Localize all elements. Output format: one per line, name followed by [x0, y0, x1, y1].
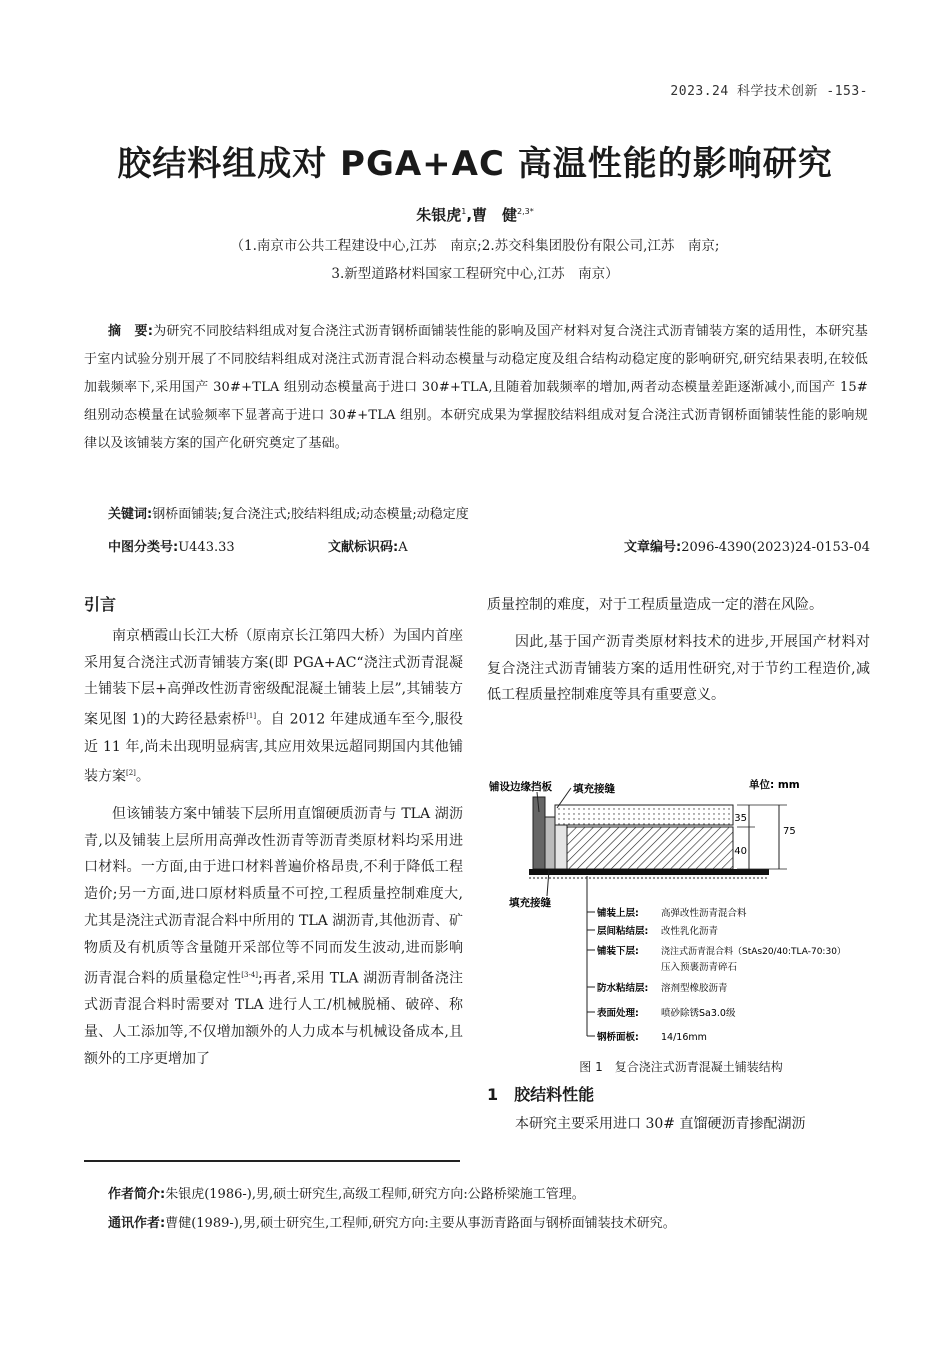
lower-layer: [567, 827, 733, 869]
section1-paragraph-1: 本研究主要采用进口 30# 直馏硬沥青掺配湖沥: [515, 1115, 806, 1132]
dim-40: 40: [734, 846, 747, 857]
intro-p1-text-a: 南京栖霞山长江大桥（原南京长江第四大桥）为国内首座采用复合浇注式沥青铺装方案(即 PGA+AC“浇注式沥青混凝土铺装下层+高弹改性沥青密级配混凝土铺装上层”,其铺装方案见图 1)的大跨径悬索桥: [84, 627, 463, 728]
author-2-affil: 2,3*: [517, 207, 534, 216]
dim-75: 75: [783, 826, 796, 837]
label-joint-bottom: 填充接缝: [509, 897, 551, 909]
pavement-structure-diagram: [487, 772, 875, 1072]
ref-1: [1]: [246, 712, 257, 721]
article-value: 2096-4390(2023)24-0153-04: [681, 540, 870, 555]
intro-p1-text-b: 。自 2012 年建成通车至今,服役近 11 年,尚未出现明显病害,其应用效果远超同期国内其他铺装方案: [84, 711, 464, 786]
footnote-divider: [84, 1160, 460, 1162]
layer-desc-4: 溶剂型橡胶沥青: [661, 983, 728, 994]
article-label: 文章编号:: [624, 540, 682, 555]
abstract-text: 为研究不同胶结料组成对复合浇注式沥青钢桥面铺装性能的影响及国产材料对复合浇注式沥青铺装方案的适用性，本研究基于室内试验分别开展了不同胶结料组成对浇注式沥青混合料动态模量与动稳定度及组合结构动稳定度的影响研究,研究结果表明,在较低加载频率下,采用国产 30#+TLA 组别动态模量高于进口 30#+TLA,且随着加载频率的增加,两者动态模量差距逐渐减小,而国产 15# 组别动态模量在试验频率下显著高于进口 30#+TLA 组别。本研究成果为掌握胶结料组成对复合浇注式沥青钢桥面铺装性能的影响规律以及该铺装方案的国产化研究奠定了基础。: [84, 324, 868, 451]
clc-value: U443.33: [178, 540, 235, 555]
corresponding-label: 通讯作者:: [108, 1216, 166, 1231]
layer-name-4: 防水粘结层:: [597, 983, 649, 994]
label-edge-board: 铺设边缘挡板: [489, 781, 552, 793]
author-bio-text: 朱银虎(1986-),男,硕士研究生,高级工程师,研究方向:公路桥梁施工管理。: [165, 1187, 585, 1202]
layer-name-3: 铺装下层:: [597, 946, 639, 957]
doc-label: 文献标识码:: [328, 540, 399, 555]
author-bio: [108, 1183, 585, 1202]
label-unit: 单位: mm: [749, 779, 800, 791]
author-1: 朱银虎: [416, 206, 462, 224]
filled-joint: [555, 825, 567, 869]
layer-desc-5: 喷砂除锈Sa3.0级: [661, 1008, 736, 1019]
layer-desc-6: 14/16mm: [661, 1032, 707, 1043]
abstract-label: 摘 要:: [108, 324, 154, 339]
intro-paragraph-2: [84, 801, 463, 1073]
affiliation-line-2: 3.新型道路材料国家工程研究中心,江苏 南京）: [331, 266, 619, 282]
abstract: [84, 318, 868, 458]
steel-plate: [529, 869, 769, 875]
intro-p2-text-b: ;再者,采用 TLA 湖沥青制备浇注式沥青混合料时需要对 TLA 进行人工/机械脱桶、破碎、称量、人工添加等,不仅增加额外的人力成本与机械设备成本,且额外的工序更增加了: [84, 970, 464, 1067]
left-column: [84, 592, 463, 1073]
doc-code: [328, 536, 408, 555]
right-paragraph-0: 质量控制的难度，对于工程质量造成一定的潜在风险。: [487, 597, 823, 613]
section-heading-1: 1 胶结料性能: [487, 1085, 595, 1104]
corresponding-author: [108, 1212, 676, 1231]
figure-caption: 图 1 复合浇注式沥青混凝土铺装结构: [579, 1060, 783, 1074]
upper-layer: [555, 805, 733, 825]
layer-desc-3b: 压入预裹沥青碎石: [661, 962, 738, 973]
author-line: [0, 204, 950, 225]
clc-number: [108, 536, 235, 555]
intro-p2-text-a: 但该铺装方案中铺装下层所用直馏硬质沥青与 TLA 湖沥青,以及铺装上层所用高弹改性沥青等沥青类原材料均采用进口材料。一方面,由于进口材料普遍价格昂贵,不利于降低工程造价;另一方面,进口原材料质量不可控,工程质量控制难度大,尤其是浇注式沥青混合料中所用的 TLA 湖沥青,其他沥青、矿物质及有机质等含量随开采部位等不同而发生波动,进而影响沥青混合料的质量稳定性: [84, 805, 463, 987]
affiliation-line-1: （1.南京市公共工程建设中心,江苏 南京;2.苏交科集团股份有限公司,江苏 南京;: [230, 238, 720, 254]
paper-title: 胶结料组成对 PGA+AC 高温性能的影响研究: [117, 144, 833, 184]
layer-desc-2: 改性乳化沥青: [661, 926, 719, 937]
keywords-text: 钢桥面铺装;复合浇注式;胶结料组成;动态模量;动稳定度: [152, 507, 469, 522]
intro-paragraph-1: [84, 623, 463, 791]
right-paragraph-1: 因此,基于国产沥青类原材料技术的进步,开展国产材料对复合浇注式沥青铺装方案的适用性研究,对于节约工程造价,减低工程质量控制难度等具有重要意义。: [487, 633, 870, 704]
clc-label: 中图分类号:: [108, 540, 179, 555]
running-header: 2023.24 科学技术创新 -153-: [670, 84, 868, 99]
layer-name-2: 层间粘结层:: [597, 926, 649, 937]
right-column-bottom: [487, 1082, 870, 1138]
layer-name-5: 表面处理:: [597, 1008, 639, 1019]
figure-1: [487, 772, 875, 1072]
author-bio-label: 作者简介:: [108, 1187, 166, 1202]
keywords-label: 关键词:: [108, 507, 153, 522]
right-column-top: [487, 592, 870, 709]
author-2: ,曹 健: [466, 206, 518, 224]
keywords: [108, 503, 469, 522]
article-number: [624, 536, 870, 555]
filled-joint-lower: [545, 817, 555, 869]
layer-desc-1: 高弹改性沥青混合料: [661, 908, 747, 919]
layer-desc-3: 浇注式沥青混合料（StAs20/40:TLA-70:30）: [661, 947, 846, 957]
corresponding-text: 曹健(1989-),男,硕士研究生,工程师,研究方向:主要从事沥青路面与钢桥面铺装技术研究。: [165, 1216, 676, 1231]
layer-name-6: 钢桥面板:: [597, 1032, 639, 1043]
layer-name-1: 铺装上层:: [597, 908, 639, 919]
ref-2: [2]: [126, 769, 136, 778]
dim-35: 35: [734, 813, 747, 824]
doc-value: A: [398, 540, 408, 555]
section-heading-intro: 引言: [84, 595, 117, 614]
author-1-affil: 1: [461, 207, 467, 216]
ref-3: [3-4]: [241, 970, 259, 979]
label-joint-top: 填充接缝: [573, 783, 615, 795]
intro-p1-text-c: 。: [135, 769, 150, 786]
